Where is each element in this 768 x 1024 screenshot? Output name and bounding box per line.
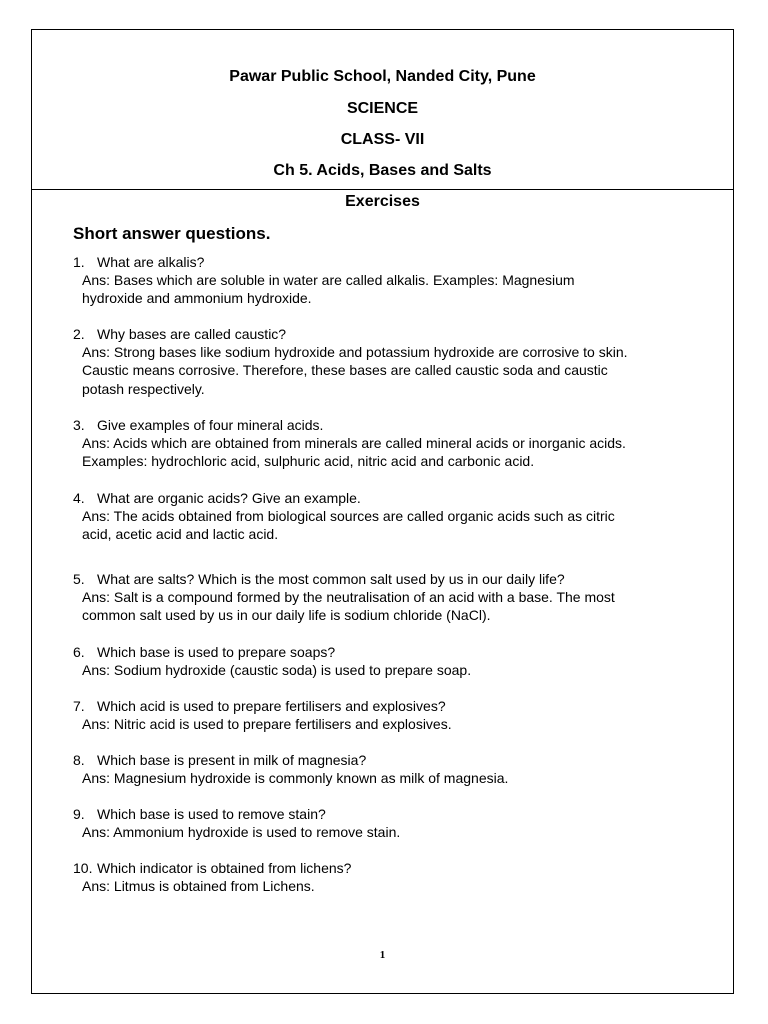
question-item: [73, 643, 703, 679]
question-number: 8.: [73, 752, 85, 768]
section-title: Short answer questions.: [73, 224, 271, 243]
answer-line: Ans: Nitric acid is used to prepare fertilisers and explosives.: [82, 716, 452, 733]
question-item: [73, 416, 703, 471]
class-title: CLASS- VII: [340, 131, 425, 148]
question-line: [73, 489, 703, 507]
answer-line: common salt used by us in our daily life is sodium chloride (NaCl).: [82, 607, 491, 624]
answer-line: hydroxide and ammonium hydroxide.: [82, 290, 312, 307]
answer-line: Ans: Strong bases like sodium hydroxide and potassium hydroxide are corrosive to skin.: [82, 344, 628, 361]
answer-line: Examples: hydrochloric acid, sulphuric acid, nitric acid and carbonic acid.: [82, 453, 535, 470]
question-line: [73, 859, 703, 877]
question-number: 6.: [73, 644, 85, 660]
header-divider: [31, 189, 734, 190]
exercises-title: Exercises: [345, 193, 420, 210]
question-line: [73, 697, 703, 715]
question-number: 2.: [73, 326, 85, 342]
question-item: [73, 570, 703, 625]
question-text: What are salts? Which is the most common salt used by us in our daily life?: [97, 571, 565, 587]
question-item: [73, 751, 703, 787]
question-text: Which base is present in milk of magnesia?: [97, 752, 367, 768]
question-text: Which indicator is obtained from lichens?: [97, 860, 352, 876]
question-item: [73, 805, 703, 841]
answer-line: Ans: Litmus is obtained from Lichens.: [82, 878, 315, 895]
question-line: [73, 805, 703, 823]
question-number: 1.: [73, 254, 85, 270]
question-text: What are organic acids? Give an example.: [97, 490, 361, 506]
question-line: [73, 416, 703, 434]
question-item: [73, 253, 703, 308]
question-line: [73, 325, 703, 343]
question-text: Give examples of four mineral acids.: [97, 417, 324, 433]
question-number: 4.: [73, 490, 85, 506]
question-item: [73, 859, 703, 895]
question-number: 7.: [73, 698, 85, 714]
question-number: 9.: [73, 806, 85, 822]
answer-line: Ans: The acids obtained from biological sources are called organic acids such as citric: [82, 508, 615, 525]
question-text: Why bases are called caustic?: [97, 326, 287, 342]
chapter-title: Ch 5. Acids, Bases and Salts: [273, 162, 492, 179]
answer-line: acid, acetic acid and lactic acid.: [82, 526, 279, 543]
question-line: [73, 253, 703, 271]
answer-line: Ans: Acids which are obtained from minerals are called mineral acids or inorganic acids.: [82, 435, 626, 452]
question-line: [73, 643, 703, 661]
question-line: [73, 751, 703, 769]
question-text: What are alkalis?: [97, 254, 205, 270]
question-line: [73, 570, 703, 588]
answer-line: potash respectively.: [82, 380, 205, 397]
page-number: 1: [379, 949, 386, 961]
question-number: 3.: [73, 417, 85, 433]
answer-line: Ans: Ammonium hydroxide is used to remove stain.: [82, 824, 401, 841]
answer-line: Ans: Magnesium hydroxide is commonly known as milk of magnesia.: [82, 770, 509, 787]
question-number: 10.: [73, 860, 93, 876]
subject-title: SCIENCE: [346, 100, 419, 117]
answer-line: Ans: Salt is a compound formed by the neutralisation of an acid with a base. The most: [82, 589, 615, 606]
question-text: Which base is used to remove stain?: [97, 806, 326, 822]
question-item: [73, 697, 703, 733]
answer-line: Ans: Bases which are soluble in water are called alkalis. Examples: Magnesium: [82, 272, 575, 289]
question-item: [73, 489, 703, 544]
answer-line: Caustic means corrosive. Therefore, these bases are called caustic soda and caustic: [82, 362, 608, 379]
question-number: 5.: [73, 571, 85, 587]
question-text: Which acid is used to prepare fertilisers and explosives?: [97, 698, 446, 714]
question-item: [73, 325, 703, 398]
question-text: Which base is used to prepare soaps?: [97, 644, 336, 660]
school-name: Pawar Public School, Nanded City, Pune: [229, 68, 536, 85]
answer-line: Ans: Sodium hydroxide (caustic soda) is used to prepare soap.: [82, 662, 472, 679]
